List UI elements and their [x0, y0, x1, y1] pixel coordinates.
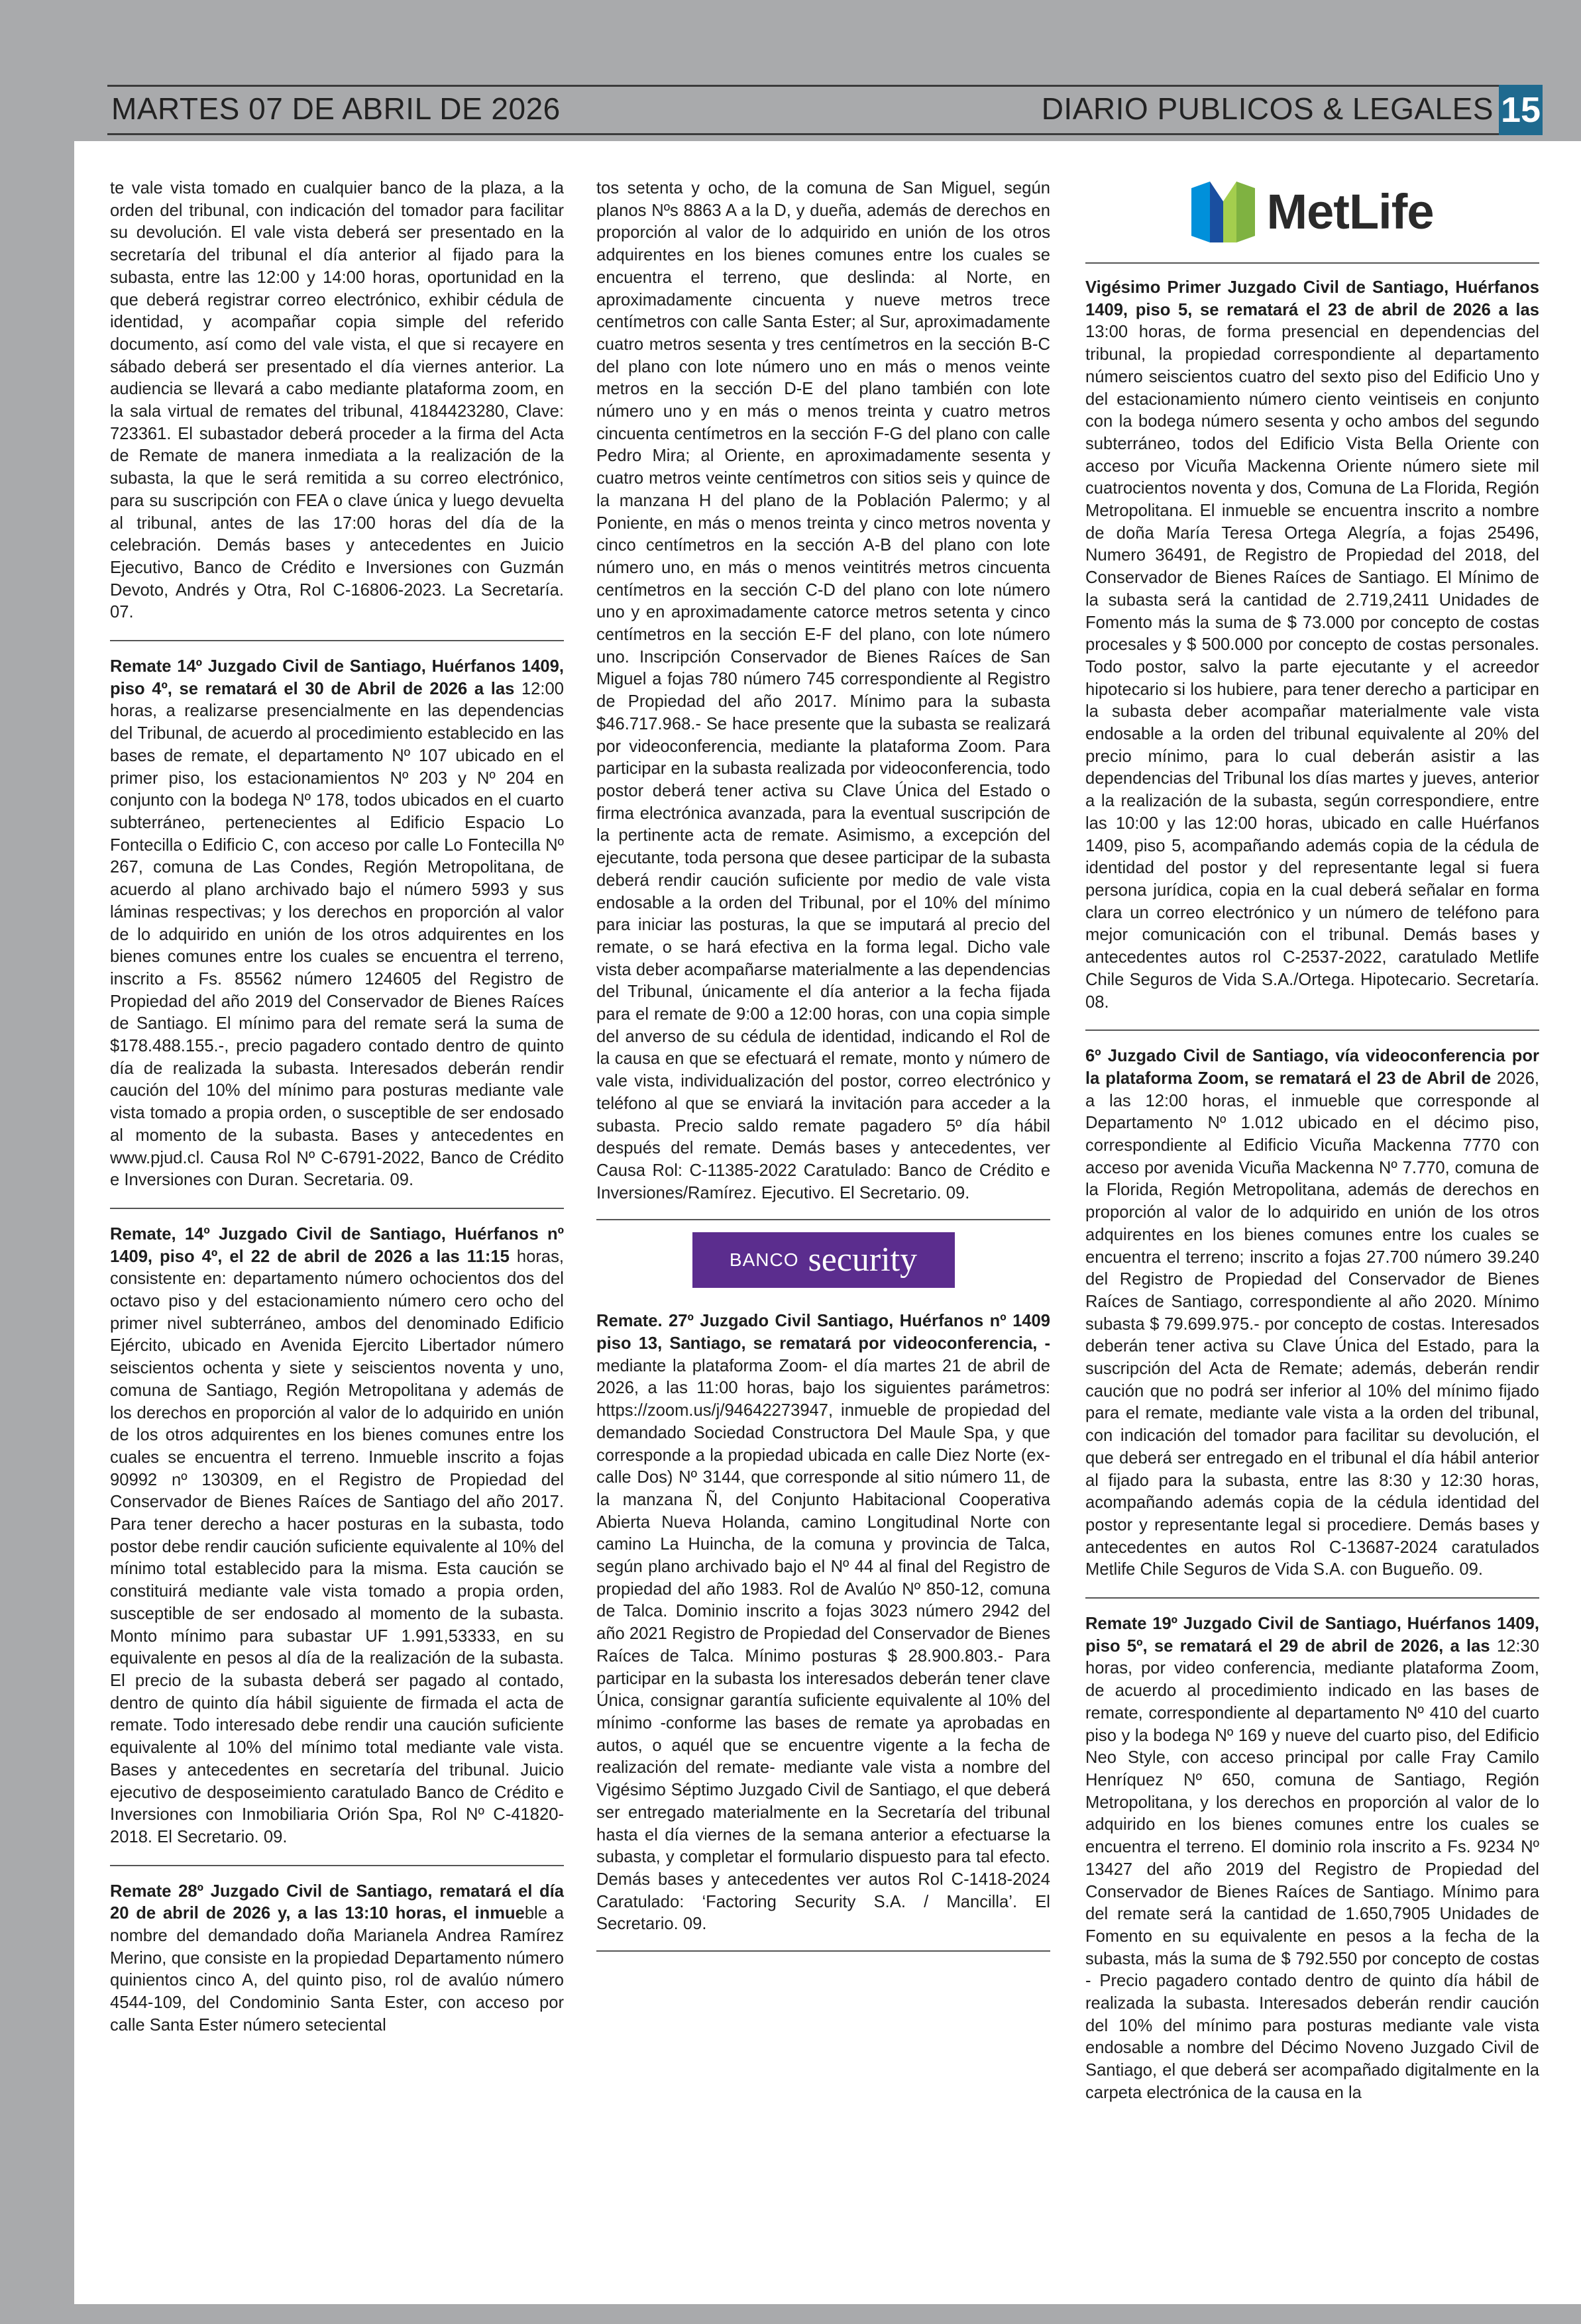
page-number: 15 [1499, 85, 1543, 135]
notice-body: mediante la plataforma Zoom- el día martes 21 de abril de 2026, a las 11:00 horas, bajo los siguientes parámetros: https://zoom.us/j/94642273947, inmueble de propiedad del demandado Sociedad Constructora Del Maule Spa, y que corresponde a la propiedad ubicada en calle Diez Norte (ex-calle Dos) Nº 3144, que corresponde al sitio número 11, de la manzana Ñ, del Conjunto Habitacional Cooperativa Abierta Nueva Holanda, camino Longitudinal Norte con camino La Huincha, de la comuna y provincia de Talca, según plano archivado bajo el Nº 44 al final del Registro de propiedad del año 1983. Rol de Avalúo Nº 850-12, comuna de Talca. Dominio inscrito a fojas 3023 número 2942 del año 2021 Registro de Propiedad del Conservador de Bienes Raíces de Talca. Mínimo posturas $ 28.900.803.- Para participar en la subasta los interesados deberán tener clave Única, consignar garantía suficiente equivalente al 10% del mínimo -conforme las bases de remate ya aprobadas en autos, o aquél que se encuentre vigente a la fecha de realización del remate- mediante vale vista a nombre del Vigésimo Séptimo Juzgado Civil de Santiago, el que deberá ser entregado materialmente en la Secretaría del tribunal hasta el día viernes de la semana anterior a efectuarse la subasta, y completar el formulario dispuesto para tal efecto. Demás bases y antecedentes ver autos Rol C-1418-2024 Caratulado: ‘Factoring Security S.A. / Mancilla’. El Secretario. 09. [596, 1356, 1050, 1934]
issue-date: MARTES 07 DE ABRIL DE 2026 [111, 91, 561, 126]
divider [1085, 262, 1539, 264]
notice-heading: Remate 19º Juzgado Civil de Santiago, Huérfanos 1409, piso 5º, se rematará el 29 de abril de 2026, a las [1085, 1614, 1539, 1656]
notice-heading: Remate. 27º Juzgado Civil Santiago, Huérfanos nº 1409 piso 13, Santiago, se rematará por videoconferencia, - [596, 1312, 1050, 1353]
notice-body: horas, consistente en: departamento número ochocientos dos del octavo piso y del estacionamiento número cero ocho del primer nivel subterráneo, ambos del denominado Edificio Ejército, ubicado en Avenida Ejercito Libertador número seiscientos ochenta y siete y seiscientos noventa y uno, comuna de Santiago, Región Metropolitana y además de los derechos en proporción al valor de lo adquirido en unión de los otros adquirentes en los bienes comunes entre los cuales se encuentra el terreno. Inmueble inscrito a fojas 90992 nº 130309, en el Registro de Propiedad del Conservador de Bienes Raíces de Santiago del año 2017. Para tener derecho a hacer posturas en la subasta, todo postor debe rendir caución suficiente equivalente al 10% del mínimo total establecido para la misma. Esta caución se constituirá mediante vale vista tomado a propia orden, susceptible de ser endosado al momento de la subasta. Monto mínimo para subastar UF 1.991,53333, en su equivalente en pesos al día de la realización de la subasta. El precio de la subasta deberá ser pagado al contado, dentro de quinto día hábil siguiente de firmada el acta de remate. Todo interesado debe rendir una caución suficiente equivalente al 10% del mínimo total mediante vale vista. Bases y antecedentes en secretaría del tribunal. Juicio ejecutivo de desposeimiento caratulado Banco de Crédito e Inversiones con Inmobiliaria Orión Spa, Rol Nº C-41820-2018. El Secretario. 09. [110, 1247, 565, 1846]
divider [110, 640, 564, 641]
notice-heading: 6º Juzgado Civil de Santiago, vía videoconferencia por la plataforma Zoom, se rematará el 23 de Abril de [1085, 1047, 1539, 1088]
divider [596, 1950, 1050, 1952]
metlife-logo [1085, 172, 1539, 252]
banco-security-logo [692, 1232, 955, 1288]
notice-heading: Vigésimo Primer Juzgado Civil de Santiago, Huérfanos 1409, piso 5, se rematará el 23 de abril de 2026 a las [1085, 278, 1539, 319]
notice-heading: Remate 14º Juzgado Civil de Santiago, Huérfanos 1409, piso 4º, se rematará el 30 de Abril de 2026 a las [110, 657, 564, 698]
notice [1085, 277, 1539, 1014]
metlife-wordmark: MetLife [1266, 184, 1434, 240]
divider [110, 1865, 564, 1866]
notice [1085, 1613, 1539, 2104]
notice [110, 1224, 564, 1849]
notice-body: 2026, a las 12:00 horas, el inmueble que corresponde al Departamento Nº 1.012 ubicado en el décimo piso, correspondiente al Edificio Vicuña Mackenna 7770 con acceso por avenida Vicuña Mackenna Nº 7.770, comuna de la Florida, Región Metropolitana, además de derechos en proporción al valor de lo adquirido en unión de los otros adquirentes en los bienes comunes entre los cuales se encuentra el terreno; inscrito a fojas 27.700 número 39.240 del Registro de Propiedad del Conservador de Bienes Raíces de Santiago, correspondiente al año 2020. Mínimo subasta $ 79.699.975.- por concepto de costas. Interesados deberán tener activa su Clave Única del Estado, para la suscripción del Acta de Remate; además, deberán rendir caución que no podrá ser inferior al 10% del mínimo fijado para el remate, mediante vale vista a la orden del tribunal, con indicación del tomador para facilitar su devolución, el que deberá ser entregado en el tribunal el día hábil anterior al fijado para la subasta, entre las 8:30 y 12:30 horas, acompañando además copia de la cédula identidad del postor y representante legal si procediere. Demás bases y antecedentes en autos Rol C-13687-2024 caratulados Metlife Chile Seguros de Vida S.A. con Bugueño. 09. [1085, 1069, 1539, 1579]
notice-body: ble a nombre del demandado doña Marianela Andrea Ramírez Merino, que consiste en la propiedad Departamento número quinientos cinco A, del quinto piso, rol de avalúo número 4544-109, del Condominio Santa Ester, con acceso por calle Santa Ester número seteciental [110, 1904, 564, 2034]
divider [110, 1208, 564, 1209]
publication-name: DIARIO PUBLICOS & LEGALES [1041, 91, 1494, 126]
column-2 [596, 178, 1050, 1952]
column-3 [1085, 178, 1539, 2105]
notice-body: 12:30 horas, por video conferencia, mediante plataforma Zoom, de acuerdo al procedimiento indicado en las bases de remate, correspondiente al departamento Nº 410 del cuarto piso y la bodega Nº 169 y nueve del cuarto piso, del Edificio Neo Style, con acceso principal por calle Fray Camilo Henríquez Nº 650, comuna de Santiago, Región Metropolitana, y los derechos en proporción al valor de lo adquirido en los bienes comunes entre los cuales se encuentra el terreno. El dominio rola inscrito a Fs. 9234 Nº 13427 del año 2019 del Registro de Propiedad del Conservador de Bienes Raíces de Santiago. Mínimo para del remate será la cantidad de 1.650,7905 Unidades de Fomento en su equivalente en pesos a la fecha de la subasta, más la suma de $ 792.550 por concepto de costas - Precio pagadero contado dentro de quinto día hábil de realizada la subasta. Interesados deberán rendir caución del 10% del mínimo para posturas mediante vale vista endosable a nombre del Décimo Noveno Juzgado Civil de Santiago, el que deberá ser acompañado digitalmente en la carpeta electrónica de la causa en la [1085, 1636, 1539, 2102]
page-header [107, 85, 1543, 135]
notice-continuation: te vale vista tomado en cualquier banco de la plaza, a la orden del tribunal, con indicación del tomador para facilitar su devolución. El vale vista deberá ser presentado en la secretaría del tribunal el día anterior al fijado para la subasta, entre las 12:00 y 14:00 horas, oportunidad en la que deberá registrar correo electrónico, exhibir cédula de identidad, y acompañar copia simple del referido documento, así como del vale vista, el que si recayere en sábado deberá ser presentado el día viernes anterior. La audiencia se llevará a cabo mediante plataforma zoom, en la sala virtual de remates del tribunal, 4184423280, Clave: 723361. El subastador deberá proceder a la firma del Acta de Remate de manera inmediata a la realización de la subasta, la que le será remitida a su correo electrónico, para su suscripción con FEA o clave única y luego devuelta al tribunal, antes de las 17:00 horas del día de la celebración. Demás bases y antecedentes en Juicio Ejecutivo, Banco de Crédito e Inversiones con Guzmán Devoto, Andrés y Otra, Rol C-16806-2023. La Secretaría. 07. [110, 179, 564, 622]
logo-bank-big: security [808, 1241, 918, 1279]
divider [596, 1219, 1050, 1220]
notice-heading: Remate, 14º Juzgado Civil de Santiago, Huérfanos nº 1409, piso 4º, el 22 de abril de 2026 a las 11:15 [110, 1224, 564, 1266]
column-1 [110, 178, 564, 2037]
metlife-m-icon [1191, 182, 1255, 242]
notice-body: 13:00 horas, de forma presencial en dependencias del tribunal, la propiedad correspondiente al departamento número seiscientos cuatro del sexto piso del Edificio Uno y del estacionamiento número ciento veintiseis en conjunto con la bodega número sesenta y ocho ambos del segundo subterráneo, todos del Edificio Vista Bella Oriente con acceso por Vicuña Mackenna Oriente número siete mil cuatrocientos noventa y dos, Comuna de La Florida, Región Metropolitana. El inmueble se encuentra inscrito a nombre de doña María Teresa Ortega Alegría, a fojas 25496, Numero 36491, de Registro de Propiedad del 2018, del Conservador de Bienes Raíces de Santiago. El Mínimo de la subasta será la cantidad de 2.719,2411 Unidades de Fomento más la suma de $ 73.000 por concepto de costas procesales y $ 500.000 por concepto de costas personales. Todo postor, salvo la parte ejecutante y el acreedor hipotecario si los hubiere, para tener derecho a participar en la subasta deber acompañar materialmente vale vista endosable a la orden del tribunal equivalente al 20% del precio mínimo, para lo cual deberán asistir a las dependencias del Tribunal los días martes y jueves, anterior a la realización de la subasta, según correspondiere, entre las 10:00 y las 12:00 horas, ubicado en calle Huérfanos 1409, piso 5, acompañando además copia de la cédula de identidad del postor y del representante legal si fuera persona jurídica, copia en la cual deberá señalar en forma clara un correo electrónico y un número de teléfono para mejor comunicación con el tribunal. Demás bases y antecedentes autos rol C-2537-2022, caratulado Metlife Chile Seguros de Vida S.A./Ortega. Hipotecario. Secretaría. 08. [1085, 323, 1539, 1012]
divider [1085, 1597, 1539, 1599]
notice-continuation: tos setenta y ocho, de la comuna de San Miguel, según planos Nºs 8863 A a la D, y dueña, además de derechos en proporción al valor de lo adquirido en unión de los otros adquirentes en los bienes comunes entre los cuales se encuentra el terreno, que deslinda: al Norte, en aproximadamente cincuenta y nueve metros trece centímetros con calle Santa Ester; al Sur, aproximadamente cuatro metros sesenta y tres centímetros en la sección B-C del plano con lote número uno en más o menos veinte metros en la sección D-E del plano también con lote número uno y en más o menos treinta y cuatro metros cincuenta centímetros en la sección F-G del plano con calle Pedro Mira; al Oriente, en aproximadamente sesenta y cuatro metros veinte centímetros con sitios seis y quince de la manzana H del plano de la Población Palermo; y al Poniente, en más o menos treinta y cinco metros noventa y cinco centímetros en la sección A-B del plano con lote número uno, en más o menos veintitrés metros cincuenta centímetros en la sección C-D del plano con lote número uno y en aproximadamente catorce metros setenta y cinco centímetros en la sección E-F del plano, con lote número uno. Inscripción Conservador de Bienes Raíces de San Miguel a fojas 780 número 745 correspondiente al Registro de Propiedad del año 2017. Mínimo para la subasta $46.717.968.- Se hace presente que la subasta se realizará por videoconferencia, mediante la plataforma Zoom. Para participar en la subasta realizada por videoconferencia, todo postor deberá tener activa su Clave Única del Estado o firma electrónica avanzada, para la eventual suscripción de la pertinente acta de remate. Asimismo, a excepción del ejecutante, toda persona que desee participar de la subasta deberá rendir caución suficiente por medio de vale vista endosable a la orden del Tribunal, por el 10% del mínimo para iniciar las posturas, la que se imputará al precio del remate, o se hará efectiva en la forma legal. Dicho vale vista deber acompañarse materialmente a las dependencias del Tribunal, únicamente el día anterior a la fecha fijada para el remate de 9:00 a 12:00 horas, con una copia simple del anverso de su cédula de identidad, indicando el Rol de la causa en que se efectuará el remate, monto y número de vale vista, individualización del postor, correo electrónico y teléfono al que se enviará la invitación para acceder a la subasta. Precio saldo remate pagadero 5º día hábil después del remate. Demás bases y antecedentes, ver Causa Rol: C-11385-2022 Caratulado: Banco de Crédito e Inversiones/Ramírez. Ejecutivo. El Secretario. 09. [596, 179, 1050, 1202]
notice-heading: Remate 28º Juzgado Civil de Santiago, rematará el día 20 de abril de 2026 y, a las 13:10 horas, el inmue [110, 1881, 564, 1923]
notice-body: 12:00 horas, a realizarse presencialmente en las dependencias del Tribunal, de acuerdo al procedimiento establecido en las bases de remate, el departamento Nº 107 ubicado en el primer piso, los estacionamientos Nº 203 y Nº 204 en conjunto con la bodega Nº 178, todos ubicados en el cuarto subterráneo, pertenecientes al Edificio Espacio Lo Fontecilla o Edificio C, con acceso por calle Lo Fontecilla Nº 267, comuna de Las Condes, Región Metropolitana, de acuerdo al plano archivado bajo el número 5993 y sus láminas respectivas; y los derechos en proporción al valor de lo adquirido en unión de los otros adquirentes en los bienes comunes entre los cuales se encuentra el terreno, inscrito a Fs. 85562 número 124605 del Registro de Propiedad del año 2019 del Conservador de Bienes Raíces de Santiago. El mínimo para del remate será la suma de $178.488.155.-, precio pagadero contado dentro de quinto día de realizada la subasta. Interesados deberán rendir caución del 10% del mínimo para posturas mediante vale vista tomado a propia orden, o susceptible de ser endosado al momento de la subasta. Bases y antecedentes en www.pjud.cl. Causa Rol Nº C-6791-2022, Banco de Crédito e Inversiones con Duran. Secretaria. 09. [110, 679, 564, 1190]
notice [596, 1310, 1050, 1936]
logo-bank-small: BANCO [729, 1249, 799, 1271]
notice [110, 656, 564, 1192]
notice [1085, 1045, 1539, 1581]
divider [1085, 1030, 1539, 1031]
notice [110, 1881, 564, 2037]
